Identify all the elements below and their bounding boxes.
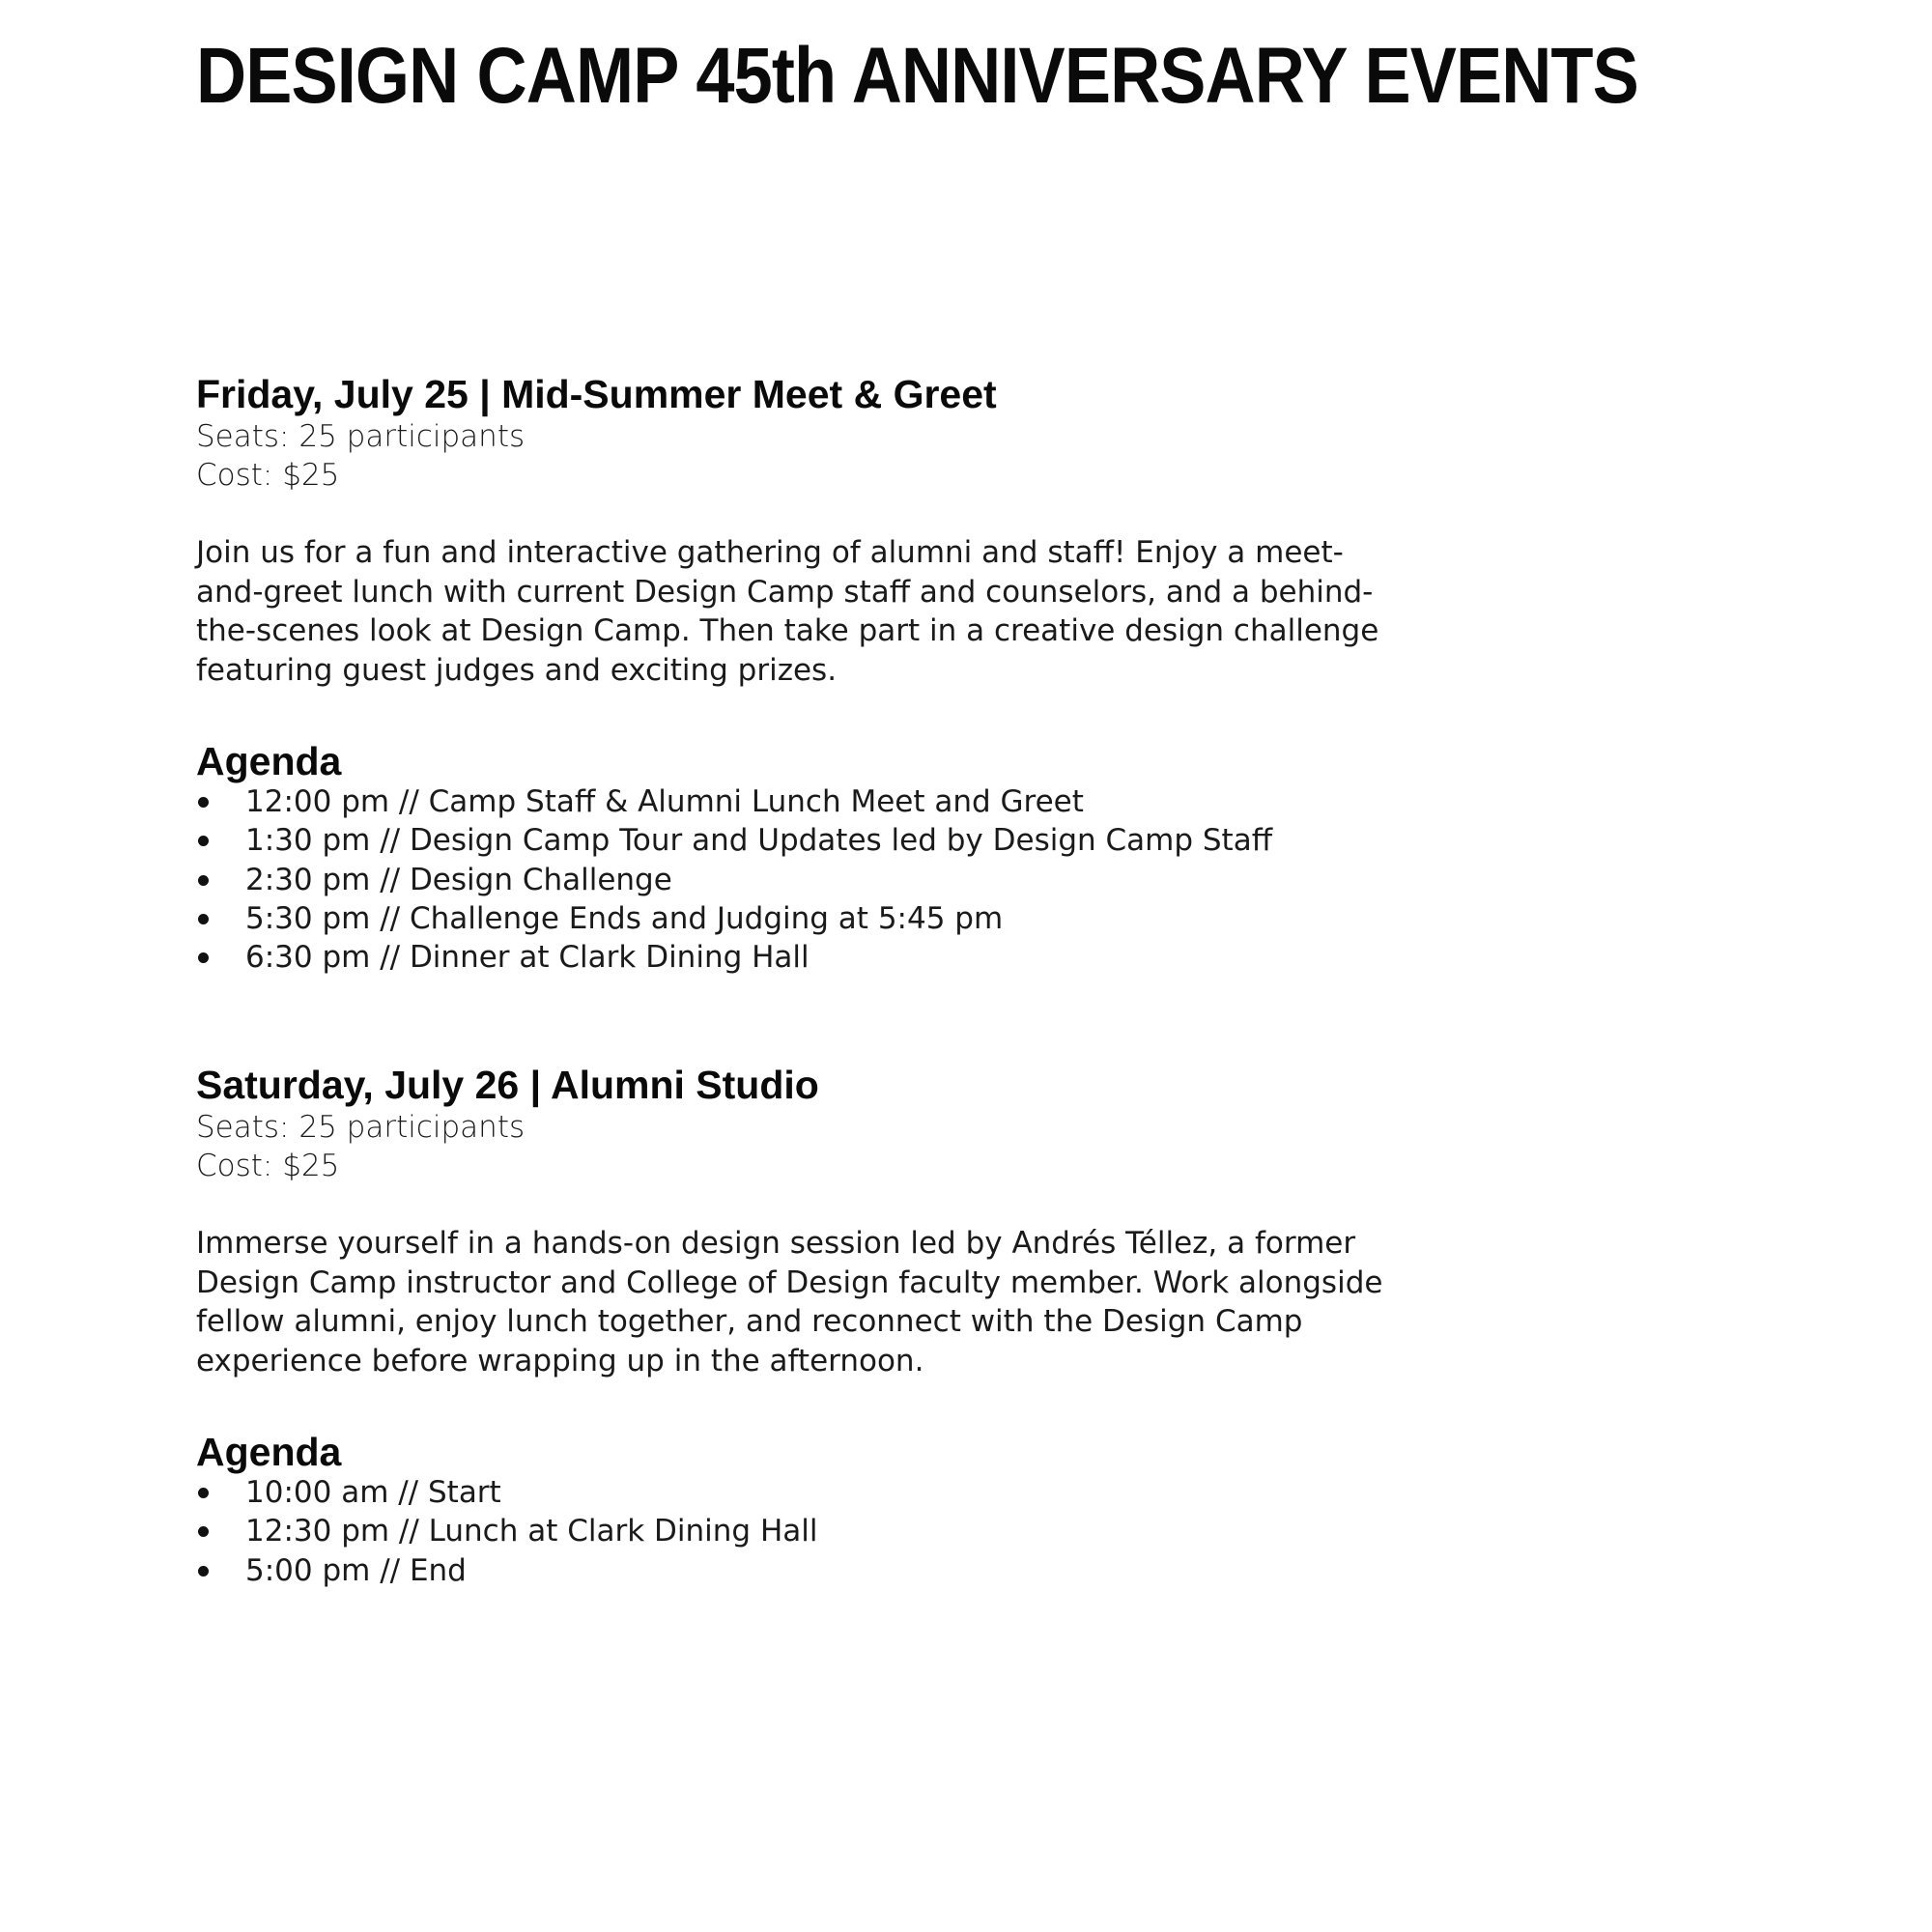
event-seats: Seats: 25 participants [196,419,526,454]
event-cost: Cost: $25 [196,458,340,493]
document-page [196,0,1887,1932]
event-cost: Cost: $25 [196,1149,340,1183]
agenda-item [196,821,1394,860]
agenda-item [196,938,1394,977]
agenda-item-text: 1:30 pm // Design Camp Tour and Updates led by Design Camp Staff [245,823,1273,859]
agenda-item-text: 6:30 pm // Dinner at Clark Dining Hall [245,940,810,976]
bullet-icon [198,1526,209,1537]
event-heading: Saturday, July 26 | Alumni Studio [196,1063,819,1107]
event-description: Join us for a fun and interactive gathering of alumni and staff! Enjoy a meet-and-greet lunch with current Design Camp staff and counselors, and a behind-the-scenes look at Design Camp. Then take part in a creative design challenge featuring guest judges and exciting prizes. [196,535,1379,688]
agenda-list [196,1473,1394,1590]
agenda-heading: Agenda [196,739,342,783]
bullet-icon [198,1488,209,1498]
bullet-icon [198,875,209,886]
event-saturday-alumni-studio [196,1062,1394,1590]
agenda-item [196,782,1394,821]
agenda-item [196,1473,1394,1512]
bullet-icon [198,952,209,963]
event-seats: Seats: 25 participants [196,1110,526,1145]
event-heading: Friday, July 25 | Mid-Summer Meet & Greet [196,372,997,416]
bullet-icon [198,914,209,924]
agenda-item-text: 12:00 pm // Camp Staff & Alumni Lunch Meet and Greet [245,784,1084,819]
agenda-item [196,1512,1394,1550]
agenda-item-text: 5:00 pm // End [245,1552,467,1588]
bullet-icon [198,1566,209,1577]
agenda-list [196,782,1394,977]
agenda-item-text: 2:30 pm // Design Challenge [245,862,672,897]
agenda-item-text: 12:30 pm // Lunch at Clark Dining Hall [245,1514,818,1549]
agenda-item [196,861,1394,899]
page-title: DESIGN CAMP 45th ANNIVERSARY EVENTS [196,32,1638,120]
bullet-icon [198,836,209,846]
agenda-item [196,1551,1394,1590]
agenda-item-text: 10:00 am // Start [245,1475,501,1510]
bullet-icon [198,797,209,808]
agenda-item [196,899,1394,938]
agenda-item-text: 5:30 pm // Challenge Ends and Judging at 5:45 pm [245,900,1004,936]
agenda-heading: Agenda [196,1430,342,1474]
event-description: Immerse yourself in a hands-on design session led by Andrés Téllez, a former Design Camp instructor and College of Design faculty member. Work alongside fellow alumni, enjoy lunch together, and reconnect with the Design Camp experience before wrapping up in the afternoon. [196,1226,1383,1378]
event-friday-meet-and-greet [196,371,1394,977]
